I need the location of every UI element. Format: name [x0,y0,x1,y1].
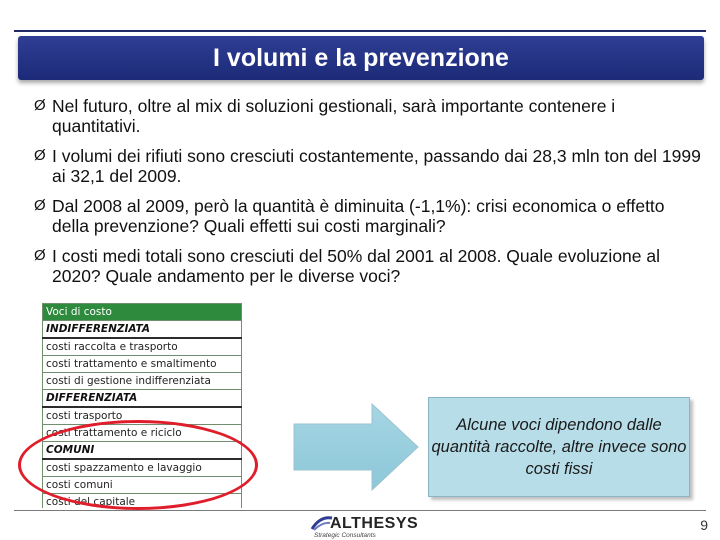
right-arrow-icon [292,402,422,492]
table-header: Voci di costo [43,304,242,321]
highlight-ellipse [18,420,258,510]
table-row [43,338,242,356]
table-cell: costi comuni [43,477,242,494]
table-cell: INDIFFERENZIATA [43,321,242,339]
slide-title: I volumi e la prevenzione [213,44,509,72]
bullet-text: I volumi dei rifiuti sono cresciuti costantemente, passando dai 28,3 mln ton del 1999 ai 32,1 del 2009. [52,146,701,186]
table-cell: DIFFERENZIATA [43,390,242,408]
bullet-list [34,96,702,296]
table-row [43,321,242,339]
title-band [18,36,704,80]
top-rule [14,30,706,32]
arrow-bullet-icon: Ø [34,247,46,264]
table-cell: costi spazzamento e lavaggio [43,459,242,477]
table-row [43,356,242,373]
arrow-bullet-icon: Ø [34,97,46,114]
table-cell: costi trattamento e riciclo [43,425,242,442]
bullet-item [34,246,702,286]
table-cell: costi trattamento e smaltimento [43,356,242,373]
arrow-bullet-icon: Ø [34,147,46,164]
table-cell: COMUNI [43,442,242,460]
bullet-item [34,96,702,136]
company-logo [308,514,418,540]
page-number: 9 [700,517,708,533]
callout-box [428,397,690,497]
table-row [43,390,242,408]
bullet-item [34,146,702,186]
bullet-text: Nel futuro, oltre al mix di soluzioni gestionali, sarà importante contenere i quantitativi. [52,96,616,136]
callout-text: Alcune voci dipendono dalle quantità raccolte, altre invece sono costi fissi [431,416,687,478]
bullet-text: Dal 2008 al 2009, però la quantità è diminuita (-1,1%): crisi economica o effetto della prevenzione? Quali effetti sui costi marginali? [52,196,665,236]
table-header-row [43,304,242,321]
bullet-item [34,196,702,236]
table-row [43,373,242,390]
logo-wordmark: ALTHESYS [330,515,419,532]
table-cell: costi del capitale [43,494,242,509]
arrow-bullet-icon: Ø [34,197,46,214]
bullet-text: I costi medi totali sono cresciuti del 50% dal 2001 al 2008. Quale evoluzione al 2020? Quale andamento per le diverse voci? [52,246,661,286]
table-cell: costi trasporto [43,407,242,425]
table-cell: costi di gestione indifferenziata [43,373,242,390]
logo-tagline: Strategic Consultants [314,532,376,539]
table-cell: costi raccolta e trasporto [43,338,242,356]
bottom-rule [14,510,706,511]
